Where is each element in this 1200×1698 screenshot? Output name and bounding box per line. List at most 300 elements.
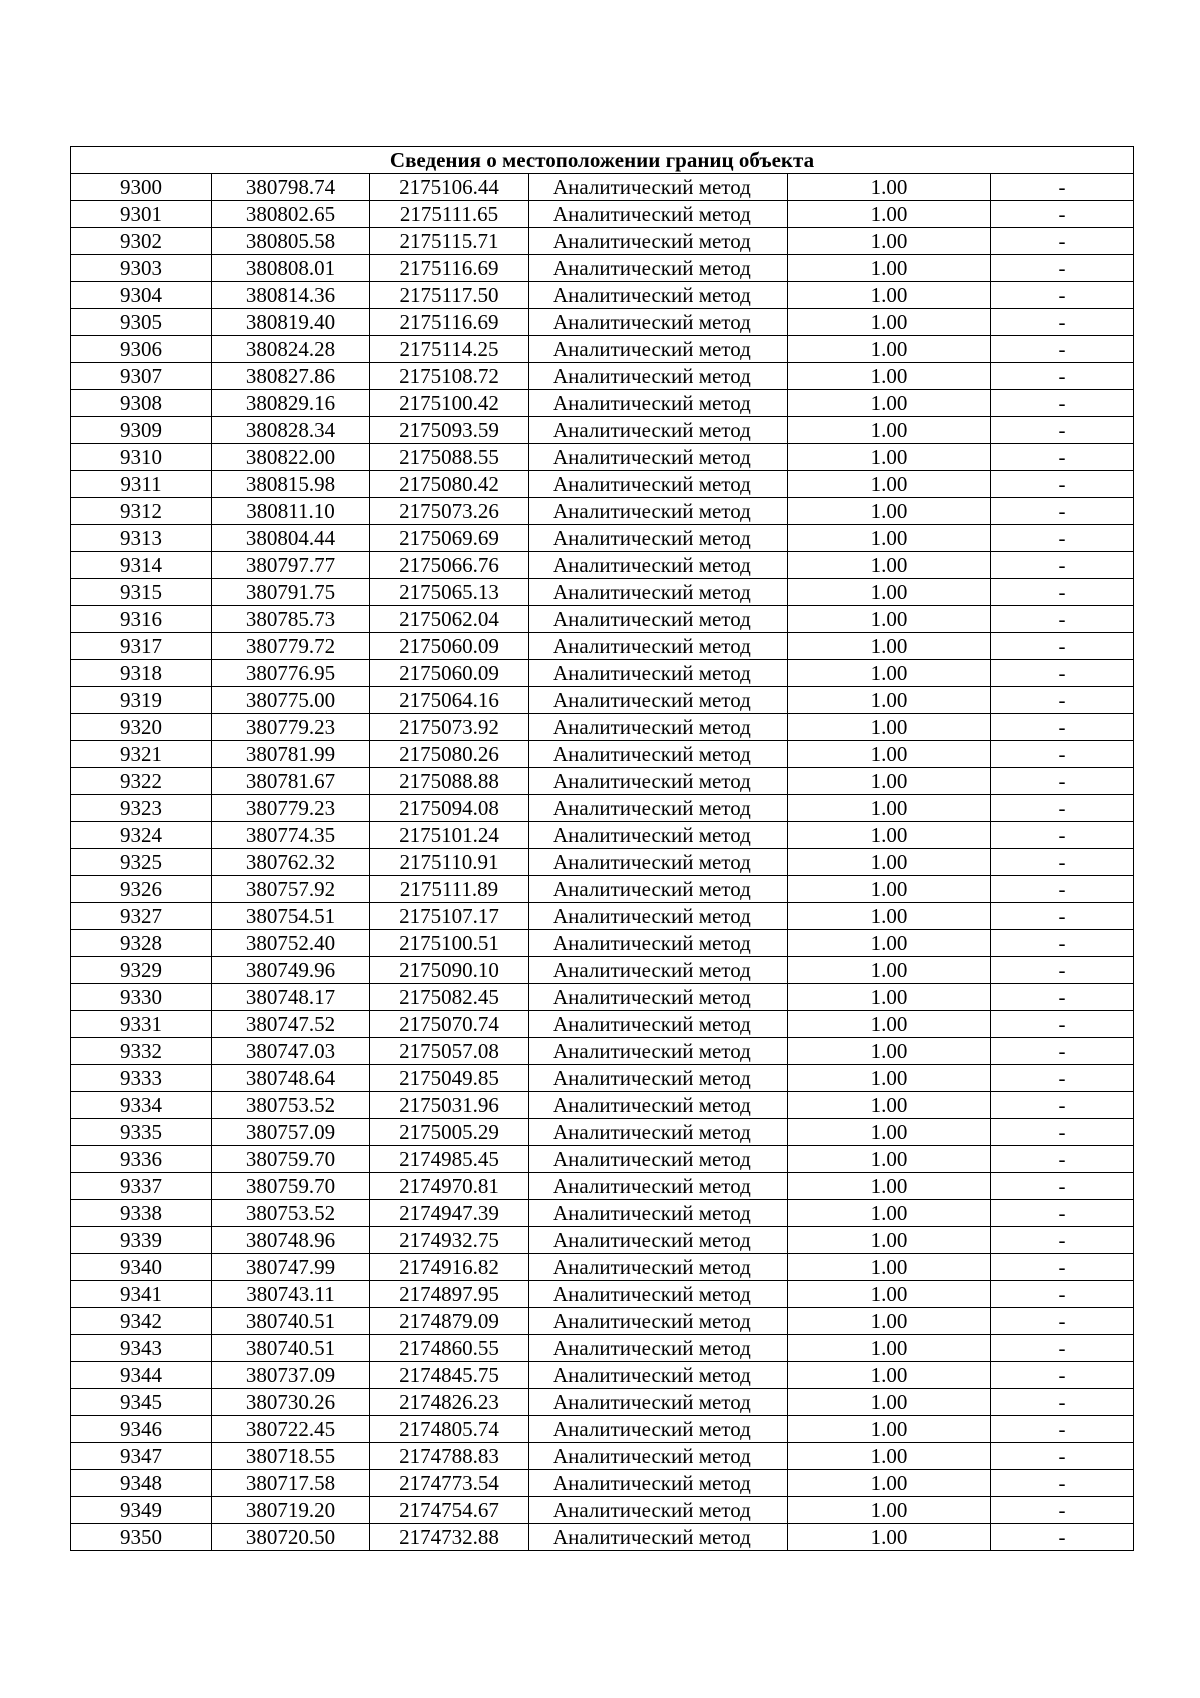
- accuracy-cell: 1.00: [788, 1497, 991, 1524]
- x-coordinate-cell: 380754.51: [212, 903, 370, 930]
- x-coordinate-cell: 380781.99: [212, 741, 370, 768]
- y-coordinate-cell: 2175005.29: [370, 1119, 529, 1146]
- y-coordinate-cell: 2174947.39: [370, 1200, 529, 1227]
- method-cell: Аналитический метод: [529, 1308, 788, 1335]
- x-coordinate-cell: 380740.51: [212, 1308, 370, 1335]
- accuracy-cell: 1.00: [788, 795, 991, 822]
- point-number-cell: 9301: [71, 201, 212, 228]
- table-row: [71, 1308, 1134, 1335]
- table-row: [71, 1443, 1134, 1470]
- description-cell: -: [991, 471, 1134, 498]
- point-number-cell: 9338: [71, 1200, 212, 1227]
- method-cell: Аналитический метод: [529, 498, 788, 525]
- table-row: [71, 174, 1134, 201]
- x-coordinate-cell: 380822.00: [212, 444, 370, 471]
- point-number-cell: 9309: [71, 417, 212, 444]
- table-row: [71, 525, 1134, 552]
- table-row: [71, 687, 1134, 714]
- y-coordinate-cell: 2175031.96: [370, 1092, 529, 1119]
- x-coordinate-cell: 380740.51: [212, 1335, 370, 1362]
- method-cell: Аналитический метод: [529, 1524, 788, 1551]
- accuracy-cell: 1.00: [788, 768, 991, 795]
- description-cell: -: [991, 606, 1134, 633]
- y-coordinate-cell: 2174916.82: [370, 1254, 529, 1281]
- x-coordinate-cell: 380753.52: [212, 1092, 370, 1119]
- point-number-cell: 9304: [71, 282, 212, 309]
- table-row: [71, 1038, 1134, 1065]
- x-coordinate-cell: 380718.55: [212, 1443, 370, 1470]
- point-number-cell: 9343: [71, 1335, 212, 1362]
- x-coordinate-cell: 380819.40: [212, 309, 370, 336]
- method-cell: Аналитический метод: [529, 1470, 788, 1497]
- description-cell: -: [991, 1254, 1134, 1281]
- method-cell: Аналитический метод: [529, 1200, 788, 1227]
- accuracy-cell: 1.00: [788, 957, 991, 984]
- y-coordinate-cell: 2175107.17: [370, 903, 529, 930]
- table-row: [71, 1092, 1134, 1119]
- accuracy-cell: 1.00: [788, 201, 991, 228]
- y-coordinate-cell: 2174845.75: [370, 1362, 529, 1389]
- x-coordinate-cell: 380748.96: [212, 1227, 370, 1254]
- method-cell: Аналитический метод: [529, 471, 788, 498]
- table-row: [71, 660, 1134, 687]
- table-row: [71, 201, 1134, 228]
- y-coordinate-cell: 2174879.09: [370, 1308, 529, 1335]
- y-coordinate-cell: 2174773.54: [370, 1470, 529, 1497]
- description-cell: -: [991, 660, 1134, 687]
- point-number-cell: 9344: [71, 1362, 212, 1389]
- y-coordinate-cell: 2175060.09: [370, 660, 529, 687]
- method-cell: Аналитический метод: [529, 1443, 788, 1470]
- point-number-cell: 9345: [71, 1389, 212, 1416]
- point-number-cell: 9302: [71, 228, 212, 255]
- x-coordinate-cell: 380776.95: [212, 660, 370, 687]
- point-number-cell: 9342: [71, 1308, 212, 1335]
- description-cell: -: [991, 741, 1134, 768]
- x-coordinate-cell: 380719.20: [212, 1497, 370, 1524]
- y-coordinate-cell: 2175116.69: [370, 309, 529, 336]
- description-cell: -: [991, 174, 1134, 201]
- method-cell: Аналитический метод: [529, 1416, 788, 1443]
- description-cell: -: [991, 1200, 1134, 1227]
- method-cell: Аналитический метод: [529, 1254, 788, 1281]
- method-cell: Аналитический метод: [529, 822, 788, 849]
- x-coordinate-cell: 380748.64: [212, 1065, 370, 1092]
- point-number-cell: 9300: [71, 174, 212, 201]
- accuracy-cell: 1.00: [788, 1335, 991, 1362]
- x-coordinate-cell: 380804.44: [212, 525, 370, 552]
- table-row: [71, 930, 1134, 957]
- y-coordinate-cell: 2175106.44: [370, 174, 529, 201]
- y-coordinate-cell: 2175090.10: [370, 957, 529, 984]
- point-number-cell: 9312: [71, 498, 212, 525]
- table-row: [71, 876, 1134, 903]
- table-title-row: [71, 147, 1134, 174]
- accuracy-cell: 1.00: [788, 309, 991, 336]
- accuracy-cell: 1.00: [788, 714, 991, 741]
- method-cell: Аналитический метод: [529, 876, 788, 903]
- y-coordinate-cell: 2175064.16: [370, 687, 529, 714]
- y-coordinate-cell: 2175080.42: [370, 471, 529, 498]
- x-coordinate-cell: 380747.99: [212, 1254, 370, 1281]
- accuracy-cell: 1.00: [788, 1308, 991, 1335]
- method-cell: Аналитический метод: [529, 1011, 788, 1038]
- description-cell: -: [991, 822, 1134, 849]
- accuracy-cell: 1.00: [788, 282, 991, 309]
- y-coordinate-cell: 2175111.65: [370, 201, 529, 228]
- table-body: [71, 174, 1134, 1551]
- point-number-cell: 9328: [71, 930, 212, 957]
- point-number-cell: 9326: [71, 876, 212, 903]
- point-number-cell: 9316: [71, 606, 212, 633]
- accuracy-cell: 1.00: [788, 390, 991, 417]
- table-row: [71, 1065, 1134, 1092]
- point-number-cell: 9330: [71, 984, 212, 1011]
- table-row: [71, 1497, 1134, 1524]
- point-number-cell: 9325: [71, 849, 212, 876]
- y-coordinate-cell: 2175080.26: [370, 741, 529, 768]
- y-coordinate-cell: 2175065.13: [370, 579, 529, 606]
- accuracy-cell: 1.00: [788, 1200, 991, 1227]
- table-row: [71, 1470, 1134, 1497]
- method-cell: Аналитический метод: [529, 903, 788, 930]
- method-cell: Аналитический метод: [529, 390, 788, 417]
- description-cell: -: [991, 984, 1134, 1011]
- x-coordinate-cell: 380797.77: [212, 552, 370, 579]
- point-number-cell: 9333: [71, 1065, 212, 1092]
- table-row: [71, 471, 1134, 498]
- table-row: [71, 795, 1134, 822]
- table-row: [71, 1119, 1134, 1146]
- y-coordinate-cell: 2175094.08: [370, 795, 529, 822]
- point-number-cell: 9329: [71, 957, 212, 984]
- table-row: [71, 1362, 1134, 1389]
- method-cell: Аналитический метод: [529, 1335, 788, 1362]
- x-coordinate-cell: 380775.00: [212, 687, 370, 714]
- x-coordinate-cell: 380814.36: [212, 282, 370, 309]
- point-number-cell: 9310: [71, 444, 212, 471]
- method-cell: Аналитический метод: [529, 1362, 788, 1389]
- table-row: [71, 282, 1134, 309]
- method-cell: Аналитический метод: [529, 687, 788, 714]
- y-coordinate-cell: 2175070.74: [370, 1011, 529, 1038]
- description-cell: -: [991, 282, 1134, 309]
- table-row: [71, 1227, 1134, 1254]
- method-cell: Аналитический метод: [529, 1281, 788, 1308]
- x-coordinate-cell: 380774.35: [212, 822, 370, 849]
- table-row: [71, 1281, 1134, 1308]
- y-coordinate-cell: 2175110.91: [370, 849, 529, 876]
- table-row: [71, 984, 1134, 1011]
- x-coordinate-cell: 380722.45: [212, 1416, 370, 1443]
- y-coordinate-cell: 2175108.72: [370, 363, 529, 390]
- point-number-cell: 9308: [71, 390, 212, 417]
- accuracy-cell: 1.00: [788, 1362, 991, 1389]
- description-cell: -: [991, 849, 1134, 876]
- accuracy-cell: 1.00: [788, 228, 991, 255]
- x-coordinate-cell: 380748.17: [212, 984, 370, 1011]
- point-number-cell: 9348: [71, 1470, 212, 1497]
- table-row: [71, 309, 1134, 336]
- method-cell: Аналитический метод: [529, 1227, 788, 1254]
- table-row: [71, 1173, 1134, 1200]
- method-cell: Аналитический метод: [529, 1497, 788, 1524]
- y-coordinate-cell: 2174985.45: [370, 1146, 529, 1173]
- description-cell: -: [991, 336, 1134, 363]
- point-number-cell: 9332: [71, 1038, 212, 1065]
- point-number-cell: 9331: [71, 1011, 212, 1038]
- point-number-cell: 9347: [71, 1443, 212, 1470]
- y-coordinate-cell: 2174897.95: [370, 1281, 529, 1308]
- method-cell: Аналитический метод: [529, 282, 788, 309]
- y-coordinate-cell: 2174932.75: [370, 1227, 529, 1254]
- x-coordinate-cell: 380720.50: [212, 1524, 370, 1551]
- table-row: [71, 903, 1134, 930]
- y-coordinate-cell: 2175066.76: [370, 552, 529, 579]
- point-number-cell: 9319: [71, 687, 212, 714]
- table-row: [71, 714, 1134, 741]
- table-row: [71, 255, 1134, 282]
- method-cell: Аналитический метод: [529, 228, 788, 255]
- accuracy-cell: 1.00: [788, 660, 991, 687]
- table-row: [71, 552, 1134, 579]
- point-number-cell: 9313: [71, 525, 212, 552]
- x-coordinate-cell: 380752.40: [212, 930, 370, 957]
- method-cell: Аналитический метод: [529, 768, 788, 795]
- description-cell: -: [991, 1011, 1134, 1038]
- method-cell: Аналитический метод: [529, 957, 788, 984]
- table-row: [71, 363, 1134, 390]
- description-cell: -: [991, 255, 1134, 282]
- description-cell: -: [991, 1416, 1134, 1443]
- x-coordinate-cell: 380785.73: [212, 606, 370, 633]
- description-cell: -: [991, 957, 1134, 984]
- accuracy-cell: 1.00: [788, 525, 991, 552]
- x-coordinate-cell: 380779.23: [212, 714, 370, 741]
- x-coordinate-cell: 380779.23: [212, 795, 370, 822]
- table-row: [71, 1335, 1134, 1362]
- description-cell: -: [991, 1092, 1134, 1119]
- y-coordinate-cell: 2175069.69: [370, 525, 529, 552]
- accuracy-cell: 1.00: [788, 1524, 991, 1551]
- table-row: [71, 417, 1134, 444]
- description-cell: -: [991, 1308, 1134, 1335]
- accuracy-cell: 1.00: [788, 444, 991, 471]
- table-row: [71, 336, 1134, 363]
- accuracy-cell: 1.00: [788, 1119, 991, 1146]
- accuracy-cell: 1.00: [788, 741, 991, 768]
- point-number-cell: 9311: [71, 471, 212, 498]
- x-coordinate-cell: 380827.86: [212, 363, 370, 390]
- x-coordinate-cell: 380802.65: [212, 201, 370, 228]
- accuracy-cell: 1.00: [788, 1416, 991, 1443]
- point-number-cell: 9340: [71, 1254, 212, 1281]
- accuracy-cell: 1.00: [788, 363, 991, 390]
- description-cell: -: [991, 633, 1134, 660]
- description-cell: -: [991, 1443, 1134, 1470]
- y-coordinate-cell: 2175100.51: [370, 930, 529, 957]
- accuracy-cell: 1.00: [788, 1254, 991, 1281]
- accuracy-cell: 1.00: [788, 498, 991, 525]
- x-coordinate-cell: 380737.09: [212, 1362, 370, 1389]
- description-cell: -: [991, 498, 1134, 525]
- accuracy-cell: 1.00: [788, 930, 991, 957]
- method-cell: Аналитический метод: [529, 579, 788, 606]
- table-row: [71, 390, 1134, 417]
- x-coordinate-cell: 380815.98: [212, 471, 370, 498]
- y-coordinate-cell: 2175049.85: [370, 1065, 529, 1092]
- table-row: [71, 1389, 1134, 1416]
- description-cell: -: [991, 1227, 1134, 1254]
- x-coordinate-cell: 380824.28: [212, 336, 370, 363]
- method-cell: Аналитический метод: [529, 606, 788, 633]
- point-number-cell: 9315: [71, 579, 212, 606]
- y-coordinate-cell: 2174860.55: [370, 1335, 529, 1362]
- method-cell: Аналитический метод: [529, 444, 788, 471]
- point-number-cell: 9339: [71, 1227, 212, 1254]
- y-coordinate-cell: 2175088.55: [370, 444, 529, 471]
- description-cell: -: [991, 525, 1134, 552]
- boundary-coordinates-table: [70, 146, 1134, 1551]
- x-coordinate-cell: 380730.26: [212, 1389, 370, 1416]
- table-row: [71, 741, 1134, 768]
- point-number-cell: 9336: [71, 1146, 212, 1173]
- y-coordinate-cell: 2174970.81: [370, 1173, 529, 1200]
- accuracy-cell: 1.00: [788, 1389, 991, 1416]
- method-cell: Аналитический метод: [529, 714, 788, 741]
- y-coordinate-cell: 2175082.45: [370, 984, 529, 1011]
- x-coordinate-cell: 380749.96: [212, 957, 370, 984]
- x-coordinate-cell: 380781.67: [212, 768, 370, 795]
- point-number-cell: 9303: [71, 255, 212, 282]
- table-row: [71, 633, 1134, 660]
- table-row: [71, 498, 1134, 525]
- x-coordinate-cell: 380779.72: [212, 633, 370, 660]
- x-coordinate-cell: 380757.09: [212, 1119, 370, 1146]
- x-coordinate-cell: 380759.70: [212, 1173, 370, 1200]
- description-cell: -: [991, 1470, 1134, 1497]
- point-number-cell: 9317: [71, 633, 212, 660]
- description-cell: -: [991, 768, 1134, 795]
- y-coordinate-cell: 2175073.26: [370, 498, 529, 525]
- description-cell: -: [991, 795, 1134, 822]
- accuracy-cell: 1.00: [788, 606, 991, 633]
- accuracy-cell: 1.00: [788, 174, 991, 201]
- accuracy-cell: 1.00: [788, 579, 991, 606]
- method-cell: Аналитический метод: [529, 930, 788, 957]
- method-cell: Аналитический метод: [529, 633, 788, 660]
- x-coordinate-cell: 380811.10: [212, 498, 370, 525]
- method-cell: Аналитический метод: [529, 1038, 788, 1065]
- table-title: Сведения о местоположении границ объекта: [71, 147, 1134, 174]
- y-coordinate-cell: 2175117.50: [370, 282, 529, 309]
- y-coordinate-cell: 2175111.89: [370, 876, 529, 903]
- point-number-cell: 9327: [71, 903, 212, 930]
- x-coordinate-cell: 380747.03: [212, 1038, 370, 1065]
- description-cell: -: [991, 1146, 1134, 1173]
- accuracy-cell: 1.00: [788, 984, 991, 1011]
- table-row: [71, 1011, 1134, 1038]
- point-number-cell: 9334: [71, 1092, 212, 1119]
- x-coordinate-cell: 380717.58: [212, 1470, 370, 1497]
- point-number-cell: 9321: [71, 741, 212, 768]
- table-row: [71, 957, 1134, 984]
- x-coordinate-cell: 380808.01: [212, 255, 370, 282]
- point-number-cell: 9322: [71, 768, 212, 795]
- method-cell: Аналитический метод: [529, 984, 788, 1011]
- description-cell: -: [991, 417, 1134, 444]
- table-row: [71, 1146, 1134, 1173]
- accuracy-cell: 1.00: [788, 876, 991, 903]
- accuracy-cell: 1.00: [788, 1281, 991, 1308]
- accuracy-cell: 1.00: [788, 552, 991, 579]
- table-row: [71, 1524, 1134, 1551]
- x-coordinate-cell: 380753.52: [212, 1200, 370, 1227]
- method-cell: Аналитический метод: [529, 1065, 788, 1092]
- y-coordinate-cell: 2175057.08: [370, 1038, 529, 1065]
- description-cell: -: [991, 1038, 1134, 1065]
- point-number-cell: 9337: [71, 1173, 212, 1200]
- accuracy-cell: 1.00: [788, 1065, 991, 1092]
- point-number-cell: 9335: [71, 1119, 212, 1146]
- y-coordinate-cell: 2174754.67: [370, 1497, 529, 1524]
- method-cell: Аналитический метод: [529, 201, 788, 228]
- y-coordinate-cell: 2175100.42: [370, 390, 529, 417]
- x-coordinate-cell: 380757.92: [212, 876, 370, 903]
- description-cell: -: [991, 714, 1134, 741]
- description-cell: -: [991, 201, 1134, 228]
- x-coordinate-cell: 380829.16: [212, 390, 370, 417]
- accuracy-cell: 1.00: [788, 687, 991, 714]
- y-coordinate-cell: 2175101.24: [370, 822, 529, 849]
- description-cell: -: [991, 363, 1134, 390]
- y-coordinate-cell: 2175073.92: [370, 714, 529, 741]
- y-coordinate-cell: 2174805.74: [370, 1416, 529, 1443]
- y-coordinate-cell: 2174788.83: [370, 1443, 529, 1470]
- x-coordinate-cell: 380762.32: [212, 849, 370, 876]
- y-coordinate-cell: 2175116.69: [370, 255, 529, 282]
- description-cell: -: [991, 903, 1134, 930]
- method-cell: Аналитический метод: [529, 1119, 788, 1146]
- y-coordinate-cell: 2175114.25: [370, 336, 529, 363]
- accuracy-cell: 1.00: [788, 1470, 991, 1497]
- method-cell: Аналитический метод: [529, 309, 788, 336]
- description-cell: -: [991, 1362, 1134, 1389]
- point-number-cell: 9307: [71, 363, 212, 390]
- accuracy-cell: 1.00: [788, 903, 991, 930]
- method-cell: Аналитический метод: [529, 1173, 788, 1200]
- accuracy-cell: 1.00: [788, 1038, 991, 1065]
- accuracy-cell: 1.00: [788, 1173, 991, 1200]
- accuracy-cell: 1.00: [788, 1011, 991, 1038]
- description-cell: -: [991, 876, 1134, 903]
- point-number-cell: 9323: [71, 795, 212, 822]
- y-coordinate-cell: 2174732.88: [370, 1524, 529, 1551]
- description-cell: -: [991, 1065, 1134, 1092]
- method-cell: Аналитический метод: [529, 417, 788, 444]
- accuracy-cell: 1.00: [788, 1092, 991, 1119]
- method-cell: Аналитический метод: [529, 525, 788, 552]
- point-number-cell: 9341: [71, 1281, 212, 1308]
- accuracy-cell: 1.00: [788, 417, 991, 444]
- description-cell: -: [991, 309, 1134, 336]
- point-number-cell: 9346: [71, 1416, 212, 1443]
- method-cell: Аналитический метод: [529, 174, 788, 201]
- method-cell: Аналитический метод: [529, 363, 788, 390]
- accuracy-cell: 1.00: [788, 1443, 991, 1470]
- point-number-cell: 9320: [71, 714, 212, 741]
- accuracy-cell: 1.00: [788, 822, 991, 849]
